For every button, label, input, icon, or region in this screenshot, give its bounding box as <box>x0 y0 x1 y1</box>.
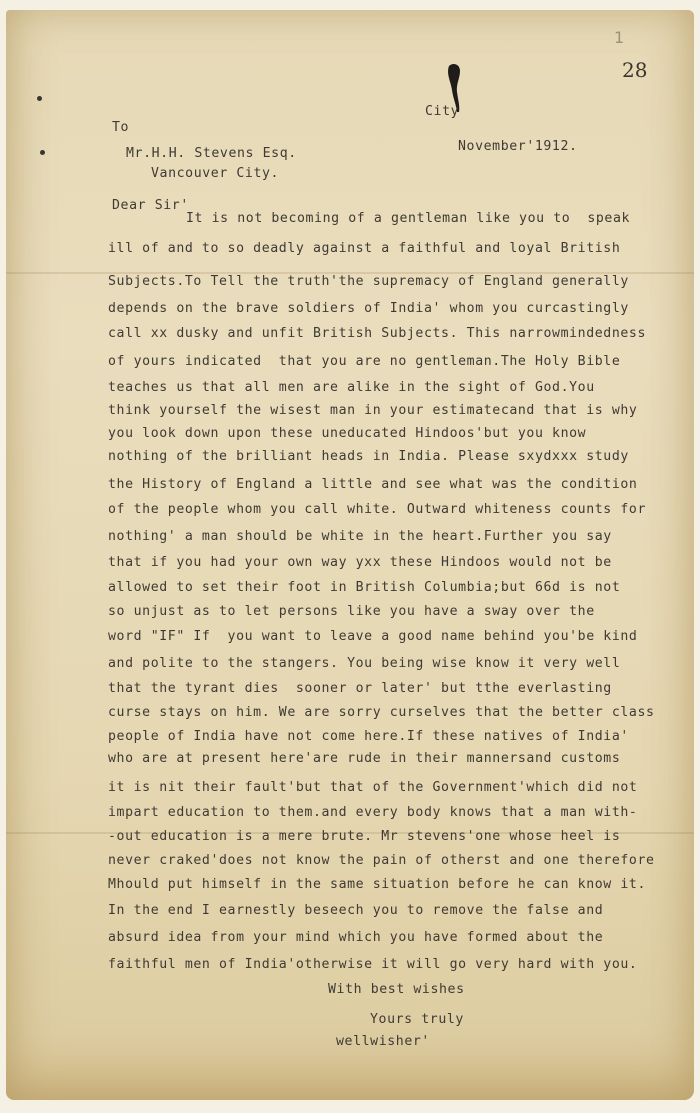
body-line: so unjust as to let persons like you have a sway over the <box>108 604 595 619</box>
body-line: In the end I earnestly beseech you to remove the false and <box>108 903 604 918</box>
body-line: that if you had your own way yxx these Hindoos would not be <box>108 555 612 570</box>
body-line: of the people whom you call white. Outward whiteness counts for <box>108 502 646 517</box>
body-line: word "IF" If you want to leave a good name behind you'be kind <box>108 629 638 644</box>
body-line: it is nit their fault'but that of the Government'which did not <box>108 780 638 795</box>
page-number: 28 <box>622 58 648 82</box>
body-line: never craked'does not know the pain of otherst and one therefore <box>108 853 655 868</box>
pencil-mark: 1 <box>614 28 625 47</box>
body-line: allowed to set their foot in British Columbia;but 66d is not <box>108 580 621 595</box>
to-label: To <box>112 120 130 135</box>
punch-hole <box>37 96 42 101</box>
body-line: Mhould put himself in the same situation before he can know it. <box>108 877 646 892</box>
header-place: City <box>425 104 460 119</box>
closing-yours: Yours truly <box>370 1012 464 1027</box>
signature: wellwisher' <box>336 1034 430 1049</box>
body-line: teaches us that all men are alike in the sight of God.You <box>108 380 595 395</box>
body-line: you look down upon these uneducated Hindoos'but you know <box>108 426 587 441</box>
body-line: depends on the brave soldiers of India' whom you curcastingly <box>108 301 629 316</box>
body-line: ill of and to so deadly against a faithful and loyal British <box>108 241 621 256</box>
punch-hole <box>40 150 45 155</box>
body-line: -out education is a mere brute. Mr stevens'one whose heel is <box>108 829 621 844</box>
body-line: faithful men of India'otherwise it will go very hard with you. <box>108 957 638 972</box>
body-line: curse stays on him. We are sorry curselves that the better class <box>108 705 655 720</box>
body-line: It is not becoming of a gentleman like you to speak <box>186 211 631 226</box>
body-line: and polite to the stangers. You being wise know it very well <box>108 656 621 671</box>
body-line: absurd idea from your mind which you have formed about the <box>108 930 604 945</box>
body-line: that the tyrant dies sooner or later' but tthe everlasting <box>108 681 612 696</box>
body-line: who are at present here'are rude in their mannersand customs <box>108 751 621 766</box>
closing-wishes: With best wishes <box>328 982 465 997</box>
letter-date: November'1912. <box>458 139 578 154</box>
body-line: call xx dusky and unfit British Subjects. This narrowmindedness <box>108 326 646 341</box>
body-line: think yourself the wisest man in your estimatecand that is why <box>108 403 638 418</box>
body-line: people of India have not come here.If these natives of India' <box>108 729 629 744</box>
body-line: of yours indicated that you are no gentleman.The Holy Bible <box>108 354 621 369</box>
body-line: nothing of the brilliant heads in India. Please sxydxxx study <box>108 449 629 464</box>
body-line: nothing' a man should be white in the heart.Further you say <box>108 529 612 544</box>
addressee-name: Mr.H.H. Stevens Esq. <box>126 146 297 161</box>
body-line: impart education to them.and every body knows that a man with- <box>108 805 638 820</box>
body-line: the History of England a little and see what was the condition <box>108 477 638 492</box>
body-line: Subjects.To Tell the truth'the supremacy of England generally <box>108 274 629 289</box>
salutation: Dear Sir' <box>112 198 189 213</box>
addressee-city: Vancouver City. <box>151 166 280 181</box>
